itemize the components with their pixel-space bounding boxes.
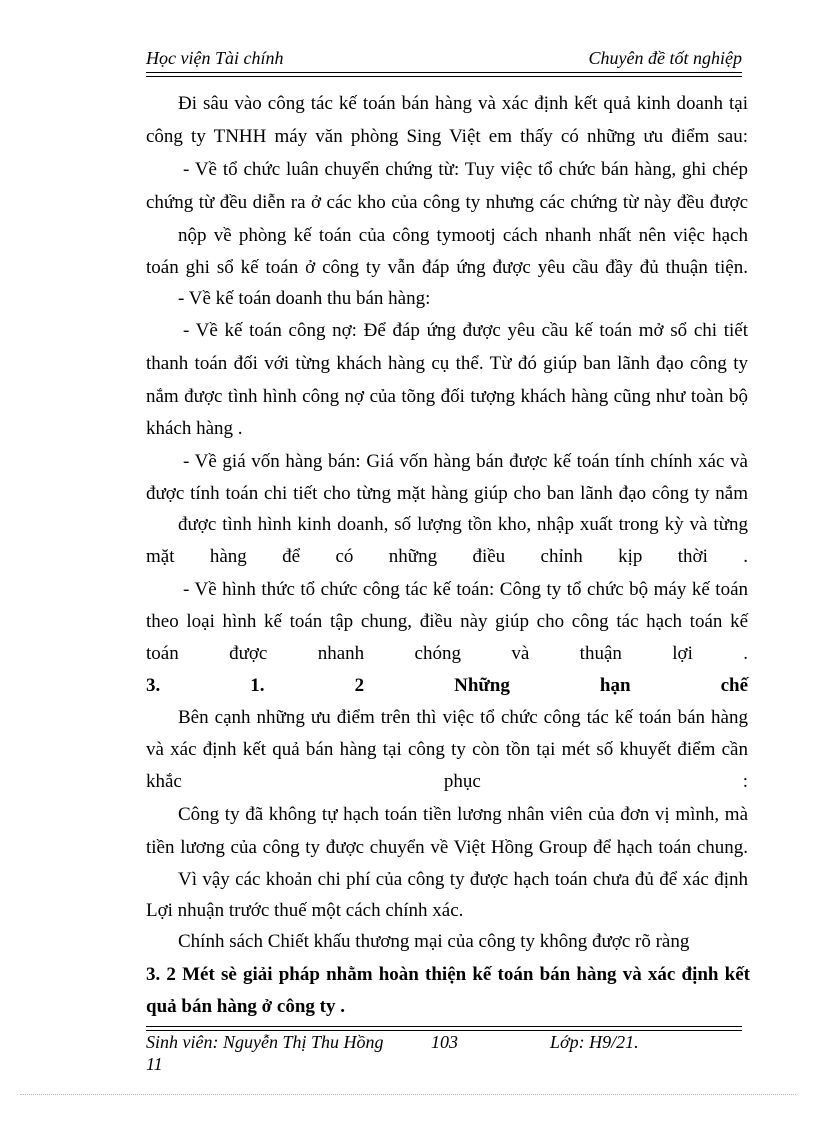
paragraph-line: công ty TNHH máy văn phòng Sing Việt em thấy có những ưu điểm sau: [146, 126, 748, 147]
header-title: Chuyên đề tốt nghiệp [588, 48, 742, 68]
section-heading: 3. 1. 2 Những hạn chế [146, 675, 748, 696]
paragraph-line: được tình hình kinh doanh, số lượng tồn kho, nhập xuất trong kỳ và từng [178, 514, 748, 535]
header-school: Học viện Tài chính [146, 48, 284, 68]
paragraph-line: toán được nhanh chóng và thuận lợi . [146, 643, 748, 664]
footer-rule [146, 1026, 742, 1031]
paragraph-line: khắc phục : [146, 771, 748, 792]
paragraph-line: theo loại hình kế toán tập chung, điều này giúp cho công tác hạch toán kế [146, 611, 748, 632]
paragraph-line: - Về giá vốn hàng bán: Giá vốn hàng bán được kế toán tính chính xác và [183, 451, 748, 472]
paragraph-line: tiền lương của công ty được chuyển về Việt Hồng Group để hạch toán chung. [146, 837, 748, 858]
paragraph-line: Bên cạnh những ưu điểm trên thì việc tổ chức công tác kế toán bán hàng [178, 707, 748, 728]
paragraph-line: Đi sâu vào công tác kế toán bán hàng và xác định kết quả kinh doanh tại [178, 93, 748, 114]
paragraph-line: và xác định kết quả bán hàng tại công ty còn tồn tại mét số khuyết điểm cần [146, 739, 748, 760]
paragraph-line: Công ty đã không tự hạch toán tiền lương nhân viên của đơn vị mình, mà [178, 804, 748, 825]
paragraph-line: - Về tổ chức luân chuyển chứng từ: Tuy việc tổ chức bán hàng, ghi chép [183, 159, 748, 180]
footer-student: Sinh viên: Nguyễn Thị Thu Hồng [146, 1032, 384, 1052]
paragraph-line: Chính sách Chiết khấu thương mại của công ty không được rõ ràng [178, 931, 690, 952]
page-number: 103 [431, 1032, 458, 1052]
section-heading: 3. 2 Mét sè giải pháp nhằm hoàn thiện kế toán bán hàng và xác định kết [146, 964, 750, 985]
paragraph-line: Lợi nhuận trước thuế một cách chính xác. [146, 900, 464, 921]
paragraph-line: - Về hình thức tổ chức công tác kế toán: Công ty tổ chức bộ máy kế toán [183, 579, 748, 600]
paragraph-line: - Về kế toán doanh thu bán hàng: [178, 288, 431, 309]
section-heading: quả bán hàng ở công ty . [146, 996, 345, 1017]
paragraph-line: nộp về phòng kế toán của công tymootj cách nhanh nhất nên việc hạch [178, 225, 748, 246]
footer-class-continued: 11 [146, 1054, 163, 1074]
page-edge [20, 1094, 796, 1095]
paragraph-line: thanh toán đối với từng khách hàng cụ thể. Từ đó giúp ban lãnh đạo công ty [146, 353, 748, 374]
paragraph-line: được tính toán chi tiết cho từng mặt hàng giúp cho ban lãnh đạo công ty nắm [146, 483, 748, 504]
paragraph-line: Vì vậy các khoản chi phí của công ty được hạch toán chưa đủ để xác định [178, 869, 748, 890]
paragraph-line: - Về kế toán công nợ: Để đáp ứng được yêu cầu kế toán mở sổ chi tiết [183, 320, 748, 341]
paragraph-line: khách hàng . [146, 418, 243, 439]
footer-class: Lớp: H9/21. [550, 1032, 639, 1052]
paragraph-line: toán ghi sổ kế toán ở công ty vẫn đáp ứng được yêu cầu đầy đủ thuận tiện. [146, 257, 748, 278]
header-rule [146, 72, 742, 77]
paragraph-line: mặt hàng để có những điều chỉnh kịp thời . [146, 546, 748, 567]
paragraph-line: chứng từ đều diễn ra ở các kho của công ty nhưng các chứng từ này đều được [146, 192, 748, 213]
paragraph-line: nắm được tình hình công nợ của tõng đối tượng khách hàng cũng như toàn bộ [146, 386, 748, 407]
